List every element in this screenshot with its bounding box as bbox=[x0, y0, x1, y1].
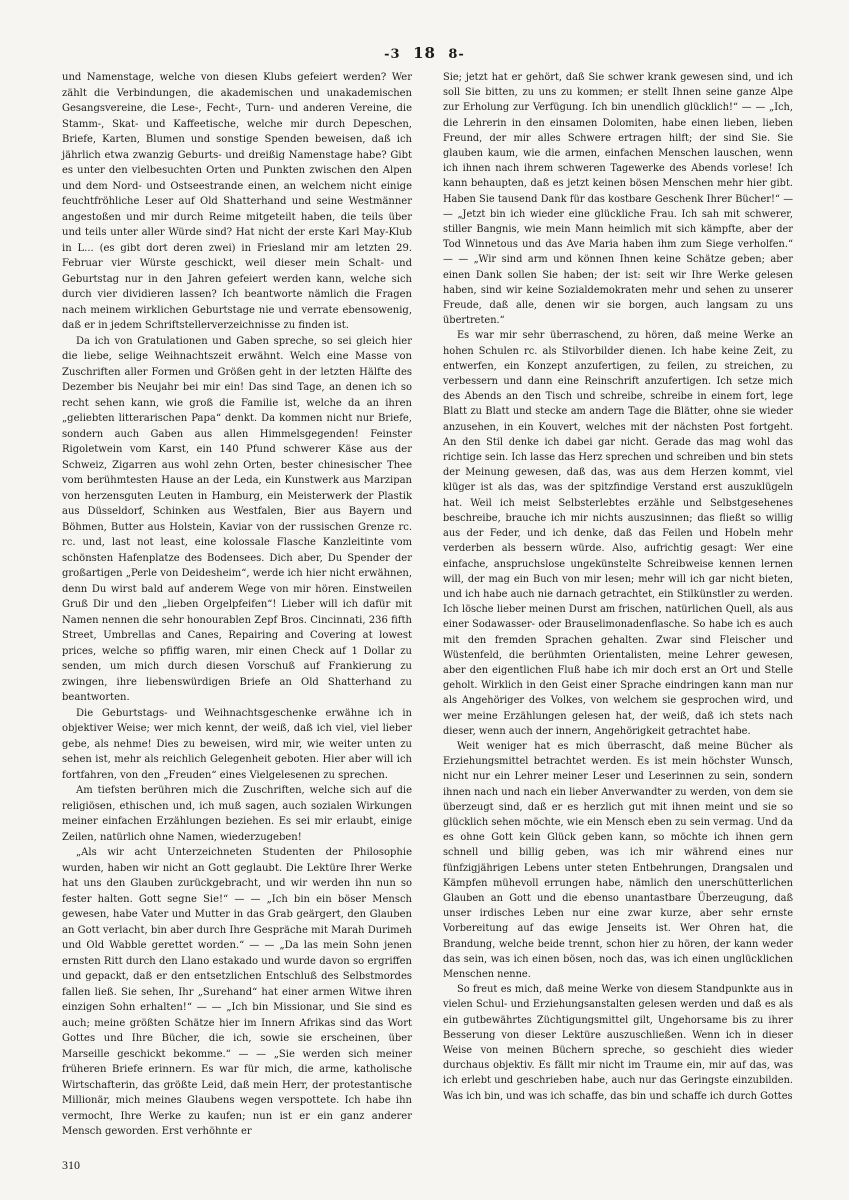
paragraph: „Als wir acht Unterzeichneten Studenten der Philosophie wurden, haben wir nicht an Gott geglaubt. Die Lektüre Ihrer Werke hat uns den Glauben zurückgebracht, und wir werden ihn nun so fester halten. Gott segne Sie!“ — — „Ich bin ein böser Mensch gewesen, habe Vater und Mutter in das Grab geärgert, den Glauben an Gott verlacht, bin aber durch Ihre Gespräche mit Marah Durimeh und Old Wabble gerettet worden.“ — — „Da las mein Sohn jenen ernsten Ritt durch den Llano estakado und wurde davon so ergriffen und gepackt, daß er den entsetzlichen Entschluß des Selbstmordes fallen ließ. Sie sehen, Ihr „Surehand“ hat einer armen Witwe ihren einzigen Sohn erhalten!“ — — „Ich bin Missionar, und Sie sind es auch; meine größten Schätze hier im Innern Afrikas sind das Wort Gottes und Ihre Bücher, die ich, sowie sie erscheinen, über Marseille geschickt bekomme.“ — — „Sie werden sich meiner früheren Briefe erinnern. Es war für mich, die arme, katholische Wirtschafterin, das größte Leid, daß mein Herr, der protestantische Millionär, mich meines Glaubens wegen verspottete. Ich habe ihn vermocht, Ihre Werke zu kaufen; nun ist er ein ganz anderer Mensch geworden. Erst verhöhnte er bbox=[62, 847, 412, 1137]
left-column bbox=[62, 70, 412, 1140]
ornament-right-icon: 8- bbox=[448, 47, 465, 62]
paragraph: Es war mir sehr überraschend, zu hören, daß meine Werke an hohen Schulen rc. als Stilvorbilder dienen. Ich habe keine Zeit, zu entwerfen, ein Konzept anzufertigen, zu feilen, zu streichen, zu verbessern und dann eine Reinschrift anzufertigen. Ich setze mich des Abends an den Tisch und schreibe, schreibe in einem fort, lege Blatt zu Blatt und stecke am andern Tage die Blätter, ohne sie wieder anzusehen, in ein Kouvert, welches mit der nächsten Post fortgeht. An den Stil denke ich dabei gar nicht. Gerade das mag wohl das richtige sein. Ich lasse das Herz sprechen und schreiben und bin stets der Meinung gewesen, daß das, was aus dem Herzen kommt, viel klüger ist als das, was der spitzfindige Verstand erst auszuklügeln hat. Weil ich meist Selbsterlebtes erzähle und Selbstgesehenes beschreibe, brauche ich mir nichts auszusinnen; das fließt so willig aus der Feder, und ich denke, daß das Feilen und Hobeln mehr verderben als bessern würde. Also, aufrichtig gesagt: Wer eine einfache, anspruchslose ungekünstelte Schreibweise kennen lernen will, der mag ein Buch von mir lesen; mehr will ich gar nicht bieten, und ich habe auch nie darnach getrachtet, ein Stilkünstler zu werden. Ich lösche lieber meinen Durst am frischen, natürlichen Quell, als aus einer Sodawasser- oder Brauselimonadenflasche. So habe ich es auch mit den fremden Sprachen gehalten. Zwar sind Fleischer und Wüstenfeld, die berühmten Orientalisten, meine Lehrer gewesen, aber den eigentlichen Fluß habe ich mir doch erst an Ort und Stelle geholt. Wirklich in den Geist einer Sprache eindringen kann man nur als Angehöriger des Volkes, von welchem sie gesprochen wird, und wer meine Erzählungen gelesen hat, der weiß, daß ich stets nach dieser, wenn auch der innern, Angehörigkeit getrachtet habe. bbox=[443, 330, 793, 737]
paragraph: Weit weniger hat es mich überrascht, daß meine Bücher als Erziehungsmittel betrachtet werden. Es ist mein höchster Wunsch, nicht nur ein Lehrer meiner Leser und Leserinnen zu sein, sondern ihnen nach und nach ein lieber Anverwandter zu werden, von dem sie überzeugt sind, daß er es herzlich gut mit ihnen meint und sie so glücklich sehen möchte, wie ein Mensch eben zu sein vermag. Und da es ohne Gott kein Glück geben kann, so möchte ich ihnen gern schnell und billig geben, was ich mir während eines nur fünfzigjährigen Lebens unter steten Entbehrungen, Drangsalen und Kämpfen mühevoll errungen habe, nämlich den unerschütterlichen Glauben an Gott und die ebenso unantastbare Überzeugung, daß unser irdisches Leben nur eine zwar kurze, aber sehr ernste Vorbereitung auf das ewige Jenseits ist. Wer Ohren hat, die Brandung, welche beide trennt, schon hier zu hören, der kann weder das sein, was ich einen bösen, noch das, was ich einen unglücklichen Menschen nenne. bbox=[443, 740, 793, 980]
paragraph: Die Geburtstags- und Weihnachtsgeschenke erwähne ich in objektiver Weise; wer mich kennt, der weiß, daß ich viel, viel lieber gebe, als nehme! Dies zu beweisen, wird mir, wie weiter unten zu sehen ist, mehr als reichlich Gelegenheit geboten. Hier aber will ich fortfahren, von den „Freuden“ eines Vielgelesenen zu sprechen. bbox=[62, 707, 412, 781]
right-column bbox=[443, 70, 793, 1104]
ornament-left-icon: -3 bbox=[384, 47, 401, 62]
paragraph: Da ich von Gratulationen und Gaben spreche, so sei gleich hier die liebe, selige Weihnachtszeit erwähnt. Welch eine Masse von Zuschriften aller Formen und Größen geht in der letzten Hälfte des Dezember bis Neujahr bei mir ein! Das sind Tage, an denen ich so recht sehen kann, wie groß die Familie ist, welche da an ihren „geliebten litterarischen Papa“ denkt. Da kommen nicht nur Briefe, sondern auch Gaben aus allen Himmelsgegenden! Feinster Rigoletwein vom Karst, ein 140 Pfund schwerer Käse aus der Schweiz, Zigarren aus wohl zehn Orten, bester chinesischer Thee vom berühmtesten Hause an der Leda, ein Kunstwerk aus Marzipan von herzensguten Leuten in Hamburg, ein Meisterwerk der Plastik aus Düsseldorf, Schinken aus Westfalen, Bier aus Bayern und Böhmen, Butter aus Holstein, Kaviar von der russischen Grenze rc. rc. und, last not least, eine kolossale Flasche Kanzleitinte vom schönsten Hafenplatze des Bodensees. Dich aber, Du Spender der großartigen „Perle von Deidesheim“, werde ich hier nicht erwähnen, denn Du wirst bald auf anderem Wege von mir hören. Einstweilen Gruß Dir und den „lieben Orgelpfeifen“! Lieber will ich dafür mit Namen nennen die sehr honourablen Zepf Bros. Cincinnati, 236 fifth Street, Umbrellas and Canes, Repairing and Covering at lowest prices, welche so pfiffig waren, mir einen Check auf 1 Dollar zu senden, um mich durch diesen Vorschuß auf Frankierung zu zwingen, ihre liebenswürdigen Briefe an Old Shatterhand zu beantworten. bbox=[62, 335, 412, 703]
paragraph: So freut es mich, daß meine Werke von diesem Standpunkte aus in vielen Schul- und Erziehungsanstalten gelesen werden und daß es als ein gutbewährtes Züchtigungsmittel gilt, Ungehorsame bis zu ihrer Besserung von dieser Lektüre auszuschließen. Wenn ich in dieser Weise von meinen Büchern spreche, so geschieht dies wieder durchaus objektiv. Es fällt mir nicht im Traume ein, mir auf das, was ich erlebt und geschrieben habe, auch nur das Geringste einzubilden. Was ich bin, und was ich schaffe, das bin und schaffe ich durch Gottes bbox=[443, 984, 793, 1102]
page-header bbox=[0, 44, 849, 62]
paragraph: und Namenstage, welche von diesen Klubs gefeiert werden? Wer zählt die Verbindungen, die akademischen und unakademischen Gesangsvereine, die Lese-, Fecht-, Turn- und anderen Vereine, die Stamm-, Skat- und Kaffeetische, welche mir durch Depeschen, Briefe, Karten, Blumen und sonstige Spenden beweisen, daß ich jährlich etwa zwanzig Geburts- und dreißig Namenstage habe? Gibt es unter den vielbesuchten Orten und Punkten zwischen den Alpen und dem Nord- und Ostseestrande einen, an welchem nicht einige feuchtfröhliche Leser auf Old Shatterhand und seine Westmänner angestoßen und mir durch Reime mitgeteilt haben, die teils über und teils unter aller Würde sind? Hat nicht der erste Karl May-Klub in L... (es gibt dort deren zwei) in Friesland mir am letzten 29. Februar vier Würste geschickt, weil dieser mein Schalt- und Geburtstag nur in den Jahren gefeiert werden kann, welche sich durch vier dividieren lassen? Ich beantworte nämlich die Fragen nach meinem wirklichen Geburtstage nie und verrate ebensowenig, daß er in jedem Schriftstellerverzeichnisse zu finden ist. bbox=[62, 72, 412, 331]
paragraph: Sie; jetzt hat er gehört, daß Sie schwer krank gewesen sind, und ich soll Sie bitten, zu uns zu kommen; er stellt Ihnen seine ganze Alpe zur Erholung zur Verfügung. Ich bin unendlich glücklich!“ — — „Ich, die Lehrerin in den einsamen Dolomiten, habe einen lieben, lieben Freund, der mir alles Schwere ertragen hilft; der sind Sie. Sie glauben kaum, wie die armen, einfachen Menschen lauschen, wenn ich ihnen nach ihrem schweren Tagewerke des Abends vorlese! Ich kann behaupten, daß es jetzt keinen bösen Menschen mehr hier gibt. Haben Sie tausend Dank für das kostbare Geschenk Ihrer Bücher!“ — — „Jetzt bin ich wieder eine glückliche Frau. Ich sah mit schwerer, stiller Bangnis, wie mein Mann heimlich mit sich kämpfte, aber der Tod Winnetous und das Ave Maria haben ihm zum Siege verholfen.“ — — „Wir sind arm und können Ihnen keine Schätze geben; aber einen Dank sollen Sie haben; der ist: seit wir Ihre Werke gelesen haben, sind wir keine Sozialdemokraten mehr und sehen zu unserer Freude, daß alle, denen wir sie borgen, auch langsam zu uns übertreten.“ bbox=[443, 72, 793, 327]
page-number: 18 bbox=[413, 44, 436, 62]
paragraph: Am tiefsten berühren mich die Zuschriften, welche sich auf die religiösen, ethischen und, ich muß sagen, auch sozialen Wirkungen meiner einfachen Erzählungen beziehen. Es sei mir erlaubt, einige Zeilen, natürlich ohne Namen, wiederzugeben! bbox=[62, 785, 412, 843]
folio-number: 310 bbox=[62, 1158, 80, 1172]
